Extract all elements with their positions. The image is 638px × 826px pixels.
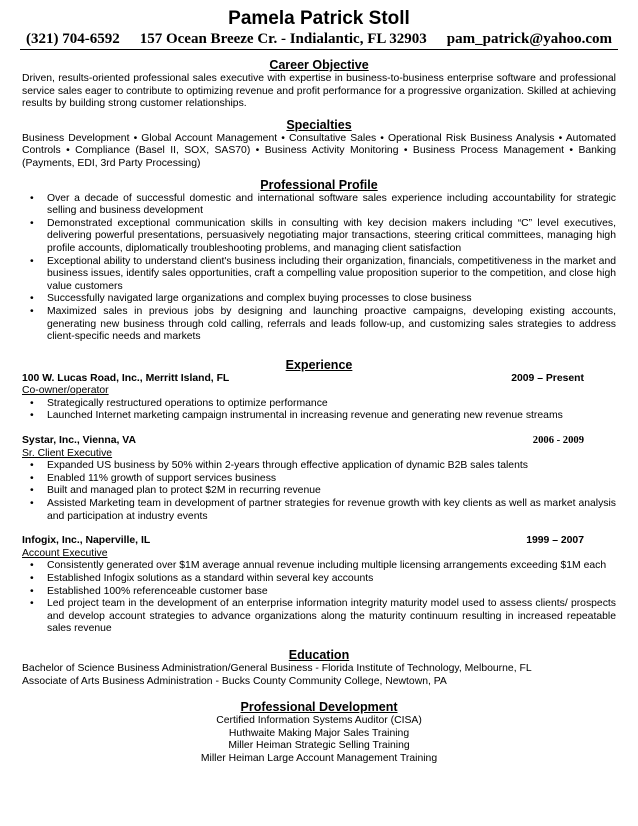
experience-heading: Experience — [285, 357, 353, 372]
job-company: 100 W. Lucas Road, Inc., Merritt Island, FL — [22, 372, 230, 384]
email-address: pam_patrick@yahoo.com — [446, 31, 612, 47]
education-heading: Education — [288, 647, 350, 662]
job-entry — [22, 535, 616, 636]
job-header — [22, 535, 616, 548]
job-header — [22, 373, 616, 386]
job-role: Co-owner/operator — [22, 385, 109, 397]
candidate-name: Pamela Patrick Stoll — [228, 8, 410, 29]
specialties-text: Business Development • Global Account Management • Consultative Sales • Operational Risk Business Analysis • Automated Controls • Compliance (Basel II, SOX, SAS70) • Business Activity Monitoring • Business Process Management • Banking (Payments, EDI, 3rd Party Processing) — [22, 132, 616, 169]
objective-text: Driven, results-oriented professional sales executive with expertise in business-to-business enterprise software and professional service sales eager to contribute to optimizing revenue and profit performance for a progressive organization. Skilled at achieving results by building strong customer relationships. — [22, 73, 616, 110]
job-company: Systar, Inc., Vienna, VA — [22, 435, 136, 447]
list-item: • Over a decade of successful domestic and international software sales experience including accountability for strategic selling and business development — [22, 193, 616, 218]
job-entry — [22, 373, 616, 423]
development-line: Certified Information Systems Auditor (CISA) — [216, 715, 422, 727]
specialties-heading: Specialties — [286, 117, 352, 132]
profile-heading: Professional Profile — [260, 177, 378, 192]
objective-heading: Career Objective — [269, 58, 369, 72]
list-item: • Established Infogix solutions as a standard within several key accounts — [22, 573, 616, 586]
job-header — [22, 435, 616, 448]
list-item: • Assisted Marketing team in development of partner strategies for revenue growth with key clients as well as market analysis and participation at industry events — [22, 498, 616, 523]
list-item: • Demonstrated exceptional communication skills in consulting with key decision makers including “C” level executives, delivering powerful presentations, persuasively negotiating major transactions, steering critical committees, managing high profile accounts, diplomatically troubleshooting problems, and managing client satisfaction — [22, 218, 616, 256]
education-line: Bachelor of Science Business Administration/General Business - Florida Institute of Technology, Melbourne, FL — [22, 662, 532, 674]
list-item: • Exceptional ability to understand client's business including their organization, financials, competitiveness in the market and business issues, identify sales opportunities, craft a compelling value proposition superior to the competition, and close high value customers — [22, 256, 616, 294]
development-line: Miller Heiman Strategic Selling Training — [228, 740, 410, 752]
job-dates: 2006 - 2009 — [532, 435, 584, 447]
list-item: • Successfully navigated large organizations and complex buying processes to close business — [22, 293, 616, 306]
job-role: Account Executive — [22, 547, 108, 559]
contact-line — [20, 30, 618, 50]
job-duties — [22, 560, 616, 636]
development-line: Miller Heiman Large Account Management Training — [200, 752, 438, 764]
development-line: Huthwaite Making Major Sales Training — [228, 727, 410, 739]
list-item: • Led project team in the development of an enterprise information integrity maturity model used to assess clients/ prospects and develop account strategies to advance organizations along the maturity continuum resulting in increased repeatable sales revenue — [22, 598, 616, 636]
development-heading: Professional Development — [240, 700, 398, 715]
list-item: • Strategically restructured operations to optimize performance — [22, 398, 616, 411]
job-company: Infogix, Inc., Naperville, IL — [22, 535, 151, 547]
list-item: • Established 100% referenceable customer base — [22, 586, 616, 599]
list-item: • Consistently generated over $1M average annual revenue including multiple licensing arrangements exceeding $1M each — [22, 560, 616, 573]
job-dates: 2009 – Present — [511, 372, 584, 384]
phone-number: (321) 704-6592 — [26, 31, 120, 47]
list-item: • Expanded US business by 50% within 2-years through effective application of dynamic B2B sales talents — [22, 460, 616, 473]
job-entry — [22, 435, 616, 523]
job-dates: 1999 – 2007 — [526, 535, 584, 547]
education-line: Associate of Arts Business Administration - Bucks County Community College, Newtown, PA — [22, 675, 447, 687]
list-item: • Maximized sales in previous jobs by designing and launching proactive campaigns, developing existing accounts, generating new business through cold calling, referrals and leads follow-up, and customizing sales strategies to address client-specific needs and markets — [22, 306, 616, 344]
list-item: • Built and managed plan to protect $2M in recurring revenue — [22, 485, 616, 498]
profile-list — [22, 193, 616, 344]
job-duties — [22, 460, 616, 523]
list-item: • Launched Internet marketing campaign instrumental in increasing revenue and generating new revenue streams — [22, 410, 616, 423]
street-address: 157 Ocean Breeze Cr. - Indialantic, FL 32903 — [139, 31, 427, 47]
job-role: Sr. Client Executive — [22, 447, 113, 459]
list-item: • Enabled 11% growth of support services business — [22, 473, 616, 486]
job-duties — [22, 398, 616, 423]
